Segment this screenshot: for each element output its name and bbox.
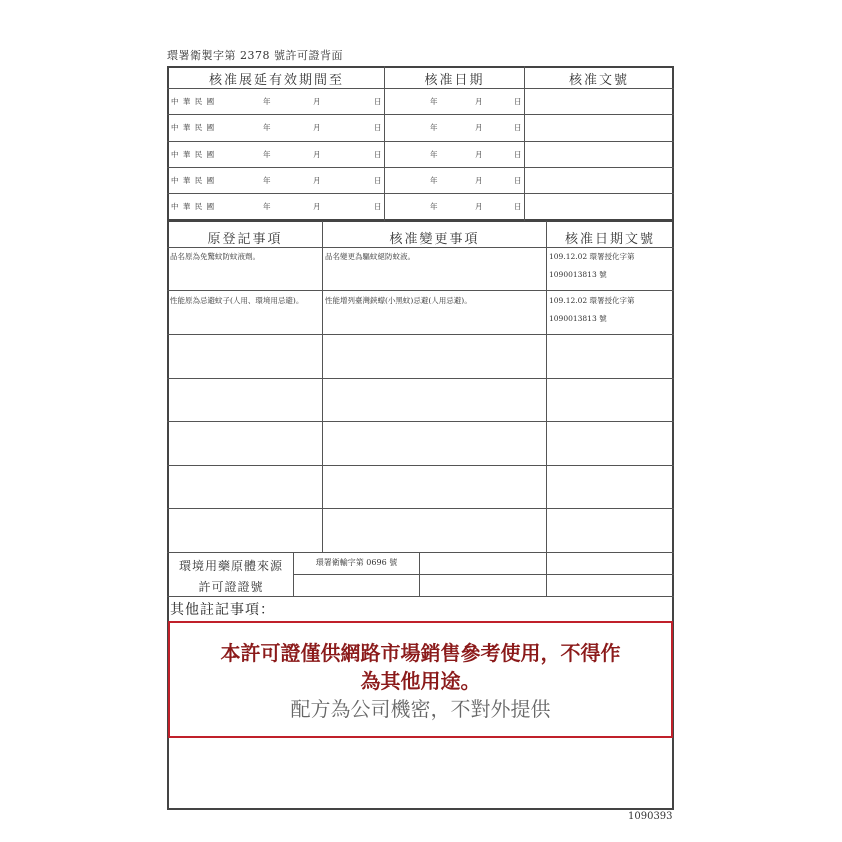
approval-line2: 1090013813 號 <box>549 314 607 323</box>
year-label: 年 <box>263 176 272 185</box>
month-label: 月 <box>475 176 484 185</box>
day-label: 日 <box>374 97 383 106</box>
divider <box>167 290 674 291</box>
month-label: 月 <box>313 150 322 159</box>
day-label: 日 <box>374 123 383 132</box>
divider <box>167 596 674 597</box>
era-label: 中 華 民 國 <box>171 176 216 185</box>
change-cell: 品名變更為驅蚊絕防蚊液。 <box>325 252 415 261</box>
day-label: 日 <box>514 123 523 132</box>
divider <box>167 334 674 335</box>
day-label: 日 <box>374 150 383 159</box>
change-cell: 性能增列臺灣鋏蠓(小黑蚊)忌避(人用忌避)。 <box>325 296 472 305</box>
era-label: 中 華 民 國 <box>171 123 216 132</box>
year-label: 年 <box>263 123 272 132</box>
day-label: 日 <box>374 176 383 185</box>
divider <box>167 114 674 115</box>
serial-number: 1090393 <box>628 811 673 822</box>
divider <box>167 421 674 422</box>
divider <box>167 508 674 509</box>
approval-line1: 109.12.02 環署授化字第 <box>549 252 635 261</box>
era-label: 中 華 民 國 <box>171 202 216 211</box>
source-label-line2: 許可證證號 <box>198 580 264 594</box>
original-cell: 性能原為忌避蚊子(人用、環境用忌避)。 <box>170 296 304 305</box>
header-original: 原登記事項 <box>207 232 283 247</box>
divider <box>322 221 323 552</box>
month-label: 月 <box>475 97 484 106</box>
divider <box>167 141 674 142</box>
year-label: 年 <box>263 202 272 211</box>
divider <box>167 465 674 466</box>
document-title: 環署衛製字第 2378 號許可證背面 <box>167 49 343 62</box>
divider <box>524 66 525 221</box>
month-label: 月 <box>313 123 322 132</box>
era-label: 中 華 民 國 <box>171 150 216 159</box>
year-label: 年 <box>430 176 439 185</box>
divider <box>167 552 674 553</box>
notice-line-2: 為其他用途。 <box>360 669 481 693</box>
month-label: 月 <box>475 123 484 132</box>
era-label: 中 華 民 國 <box>171 97 216 106</box>
day-label: 日 <box>514 202 523 211</box>
header-change: 核准變更事項 <box>389 232 480 247</box>
header-approval-date: 核准日期 <box>424 73 485 88</box>
month-label: 月 <box>313 202 322 211</box>
source-label-line1: 環境用藥原體來源 <box>178 559 283 573</box>
year-label: 年 <box>263 150 272 159</box>
year-label: 年 <box>430 202 439 211</box>
divider <box>293 574 674 575</box>
year-label: 年 <box>430 150 439 159</box>
day-label: 日 <box>374 202 383 211</box>
header-approval: 核准日期文號 <box>564 232 655 247</box>
year-label: 年 <box>263 97 272 106</box>
month-label: 月 <box>475 202 484 211</box>
divider <box>167 378 674 379</box>
divider <box>384 66 385 221</box>
notes-label: 其他註記事項： <box>170 602 275 618</box>
header-validity: 核准展延有效期間至 <box>208 73 344 88</box>
approval-line1: 109.12.02 環署授化字第 <box>549 296 635 305</box>
notice-box <box>168 621 673 738</box>
day-label: 日 <box>514 150 523 159</box>
day-label: 日 <box>514 176 523 185</box>
divider <box>167 193 674 194</box>
extension-table-frame <box>167 66 674 221</box>
month-label: 月 <box>313 176 322 185</box>
divider <box>546 221 547 596</box>
original-cell: 品名原為免驚蚊防蚊液劑。 <box>170 252 260 261</box>
approval-line2: 1090013813 號 <box>549 270 607 279</box>
header-approval-no: 核准文號 <box>568 73 629 88</box>
year-label: 年 <box>430 97 439 106</box>
year-label: 年 <box>430 123 439 132</box>
month-label: 月 <box>313 97 322 106</box>
source-permit-number: 環署衛輸字第 0696 號 <box>315 558 398 567</box>
month-label: 月 <box>475 150 484 159</box>
divider <box>167 88 674 89</box>
day-label: 日 <box>514 97 523 106</box>
notice-line-1: 本許可證僅供網路市場銷售參考使用，不得作 <box>220 641 621 665</box>
divider <box>167 167 674 168</box>
confidential-line: 配方為公司機密，不對外提供 <box>290 697 551 721</box>
